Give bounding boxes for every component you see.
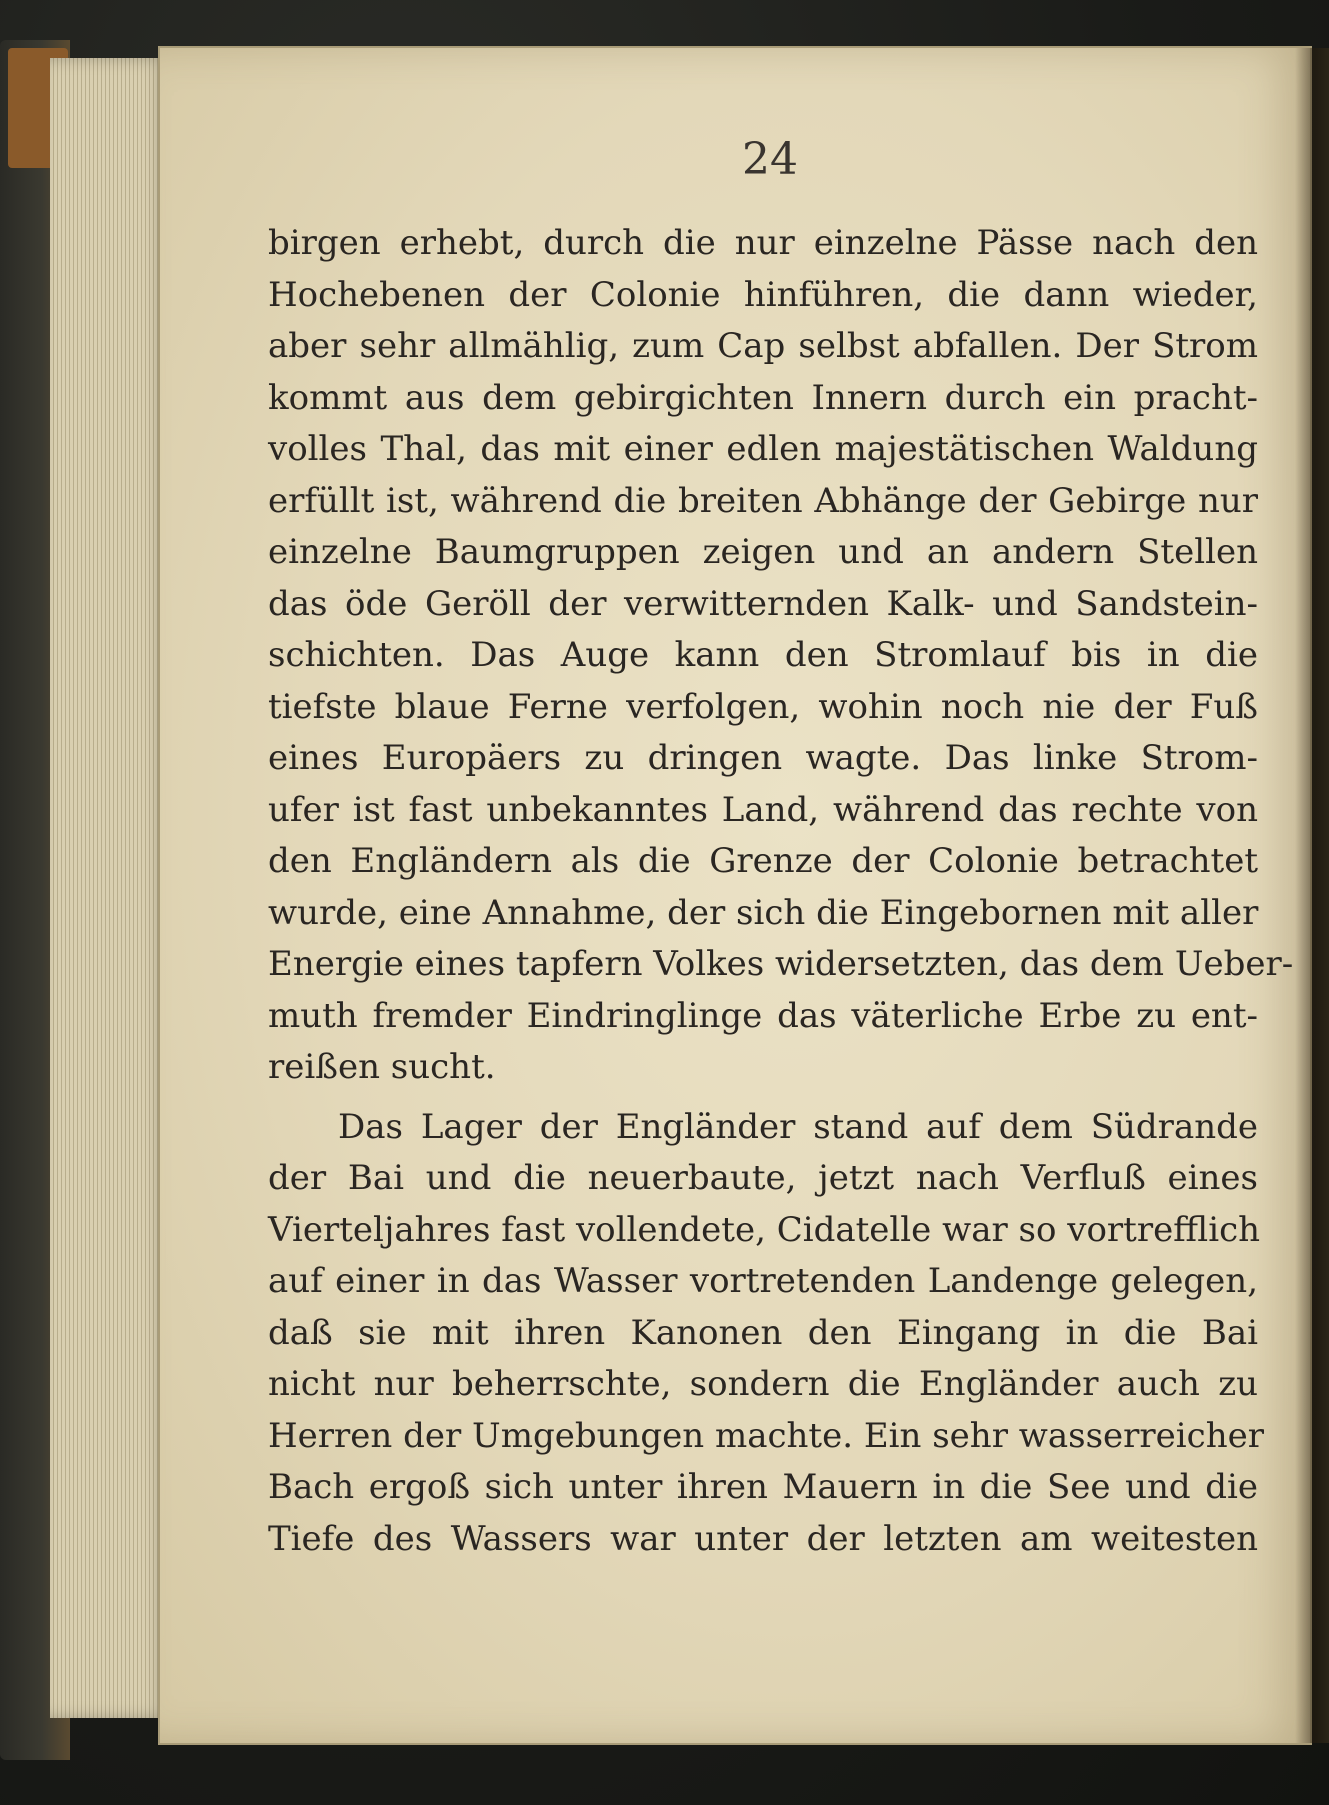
text-line: Hochebenen der Colonie hinführen, die dann wieder, [268, 274, 1258, 315]
stacked-page-edges [50, 58, 170, 1718]
body-text [268, 218, 1294, 1565]
text-line: schichten. Das Auge kann den Stromlauf bis in die [268, 635, 1258, 675]
text-line: erfüllt ist, während die breiten Abhänge der Gebirge nur [268, 480, 1258, 521]
text-line: daß sie mit ihren Kanonen den Eingang in die Bai [268, 1312, 1258, 1353]
text-line: Das Lager der Engländer stand auf dem Südrande [338, 1106, 1258, 1147]
text-line: der Bai und die neuerbaute, jetzt nach Verfluß eines [268, 1158, 1258, 1198]
text-line: eines Europäers zu dringen wagte. Das linke Strom- [268, 738, 1258, 778]
text-line: birgen erhebt, durch die nur einzelne Pässe nach den [268, 223, 1258, 263]
text-line: Herren der Umgebungen machte. Ein sehr wasserreicher [268, 1415, 1264, 1456]
text-line: kommt aus dem gebirgichten Innern durch ein pracht- [268, 377, 1258, 418]
text-line: Tiefe des Wassers war unter der letzten am weitesten [268, 1518, 1258, 1559]
text-line: den Engländern als die Grenze der Colonie betrachtet [268, 841, 1258, 881]
text-line: nicht nur beherrschte, sondern die Engländer auch zu [268, 1364, 1258, 1404]
text-line: reißen sucht. [268, 1047, 496, 1087]
page-number: 24 [742, 134, 798, 185]
text-line: Vierteljahres fast vollendete, Cidatelle war so vortrefflich [268, 1209, 1261, 1250]
page-gutter-shadow [1295, 48, 1329, 1743]
text-line: Energie eines tapfern Volkes widersetzten, das dem Ueber- [268, 944, 1294, 984]
text-line: Bach ergoß sich unter ihren Mauern in die See und die [268, 1467, 1258, 1507]
text-line: einzelne Baumgruppen zeigen und an andern Stellen [268, 532, 1258, 572]
text-line: tiefste blaue Ferne verfolgen, wohin noch nie der Fuß [268, 686, 1258, 727]
text-line: auf einer in das Wasser vortretenden Landenge gelegen, [268, 1261, 1258, 1301]
text-line: wurde, eine Annahme, der sich die Eingebornen mit aller [268, 892, 1259, 933]
text-line: das öde Geröll der verwitternden Kalk- und Sandstein- [268, 583, 1258, 624]
text-line: volles Thal, das mit einer edlen majestätischen Waldung [268, 429, 1258, 469]
text-line: muth fremder Eindringlinge das väterliche Erbe zu ent- [268, 995, 1258, 1036]
text-line: aber sehr allmählig, zum Cap selbst abfallen. Der Strom [268, 326, 1258, 366]
text-line: ufer ist fast unbekanntes Land, während das rechte von [268, 789, 1258, 830]
